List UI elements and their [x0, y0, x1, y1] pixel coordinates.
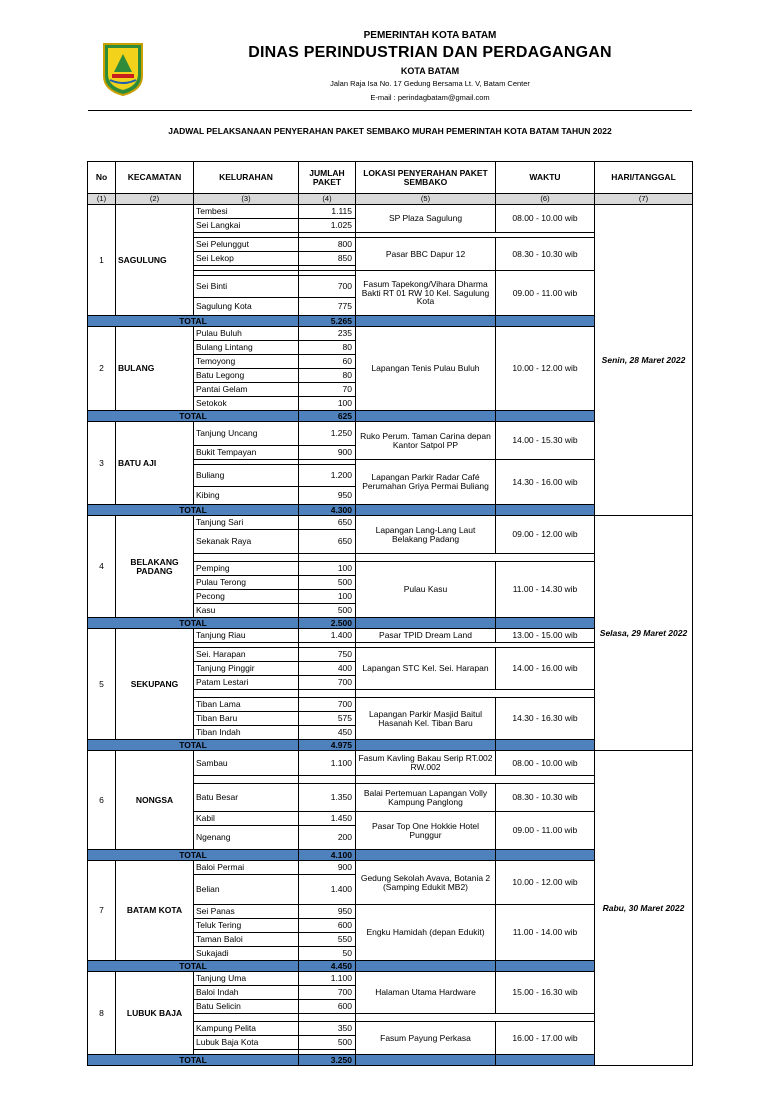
kelurahan-name: Sei Panas	[194, 905, 299, 919]
total-label: TOTAL	[88, 1055, 299, 1066]
column-number: (1)	[88, 194, 116, 205]
kecamatan-name: SAGULUNG	[116, 205, 194, 316]
jumlah-paket: 1.115	[299, 205, 356, 219]
waktu: 08.00 - 10.00 wib	[496, 751, 595, 776]
waktu: 13.00 - 15.00 wib	[496, 629, 595, 643]
total-label: TOTAL	[88, 740, 299, 751]
kelurahan-name: Pulau Buluh	[194, 327, 299, 341]
jumlah-paket: 575	[299, 712, 356, 726]
total-fill	[356, 740, 496, 751]
lokasi-penyerahan: Pulau Kasu	[356, 562, 496, 618]
jumlah-paket: 400	[299, 662, 356, 676]
kelurahan-spacer	[194, 1014, 299, 1022]
kecamatan-name: SEKUPANG	[116, 629, 194, 740]
waktu: 14.00 - 16.00 wib	[496, 648, 595, 690]
kelurahan-name: Sukajadi	[194, 947, 299, 961]
lokasi-penyerahan: Fasum Tapekong/Vihara Dharma Bakti RT 01 RW 10 Kel. Sagulung Kota	[356, 271, 496, 316]
kecamatan-name: BELAKANG PADANG	[116, 516, 194, 618]
kelurahan-name: Sekanak Raya	[194, 530, 299, 554]
lokasi-penyerahan: Gedung Sekolah Avava, Botania 2 (Samping Edukit MB2)	[356, 861, 496, 905]
total-fill	[356, 411, 496, 422]
kelurahan-name: Buliang	[194, 465, 299, 487]
lokasi-penyerahan: Halaman Utama Hardware	[356, 972, 496, 1014]
waktu: 08.30 - 10.30 wib	[496, 784, 595, 812]
kelurahan-name: Sei Pelunggut	[194, 238, 299, 252]
jumlah-paket: 100	[299, 397, 356, 411]
waktu: 14.00 - 15.30 wib	[496, 422, 595, 460]
kelurahan-name: Baloi Indah	[194, 986, 299, 1000]
jumlah-paket: 650	[299, 530, 356, 554]
hari-tanggal: Selasa, 29 Maret 2022	[595, 516, 693, 751]
jumlah-paket: 60	[299, 355, 356, 369]
waktu: 16.00 - 17.00 wib	[496, 1022, 595, 1055]
total-value: 4.975	[299, 740, 356, 751]
kelurahan-name: Tanjung Pinggir	[194, 662, 299, 676]
jumlah-paket: 950	[299, 487, 356, 505]
waktu: 10.00 - 12.00 wib	[496, 327, 595, 411]
lokasi-penyerahan: Lapangan Lang-Lang Laut Belakang Padang	[356, 516, 496, 554]
column-number: (3)	[194, 194, 299, 205]
kelurahan-name: Sambau	[194, 751, 299, 776]
kecamatan-name: BULANG	[116, 327, 194, 411]
lokasi-penyerahan: Ruko Perum. Taman Carina depan Kantor Satpol PP	[356, 422, 496, 460]
kelurahan-name: Setokok	[194, 397, 299, 411]
table-row	[88, 516, 693, 530]
row-number: 2	[88, 327, 116, 411]
total-fill	[496, 316, 595, 327]
agency-name: DINAS PERINDUSTRIAN DAN PERDAGANGAN	[248, 44, 612, 61]
column-number: (6)	[496, 194, 595, 205]
total-value: 4.450	[299, 961, 356, 972]
jumlah-paket: 1.350	[299, 784, 356, 812]
jumlah-paket: 700	[299, 698, 356, 712]
jumlah-paket: 500	[299, 576, 356, 590]
lokasi-penyerahan: Lapangan Tenis Pulau Buluh	[356, 327, 496, 411]
lokasi-penyerahan: Fasum Payung Perkasa	[356, 1022, 496, 1055]
row-number: 4	[88, 516, 116, 618]
lokasi-penyerahan: Lapangan STC Kel. Sei. Harapan	[356, 648, 496, 690]
city-name: KOTA BATAM	[400, 66, 460, 76]
lokasi-penyerahan: Lapangan Parkir Masjid Baitul Hasanah Kel. Tiban Baru	[356, 698, 496, 740]
document-title: JADWAL PELAKSANAAN PENYERAHAN PAKET SEMBAKO MURAH PEMERINTAH KOTA BATAM TAHUN 2022	[168, 126, 612, 136]
jumlah-paket: 1.450	[299, 812, 356, 826]
kecamatan-name: BATAM KOTA	[116, 861, 194, 961]
jumlah-paket: 235	[299, 327, 356, 341]
jumlah-paket: 650	[299, 516, 356, 530]
jumlah-paket: 800	[299, 238, 356, 252]
waktu: 15.00 - 16.30 wib	[496, 972, 595, 1014]
kecamatan-name: NONGSA	[116, 751, 194, 850]
kelurahan-name: Bukit Tempayan	[194, 446, 299, 460]
kelurahan-name: Batu Selicin	[194, 1000, 299, 1014]
letterhead-divider	[88, 110, 692, 111]
row-number: 6	[88, 751, 116, 850]
row-number: 7	[88, 861, 116, 961]
table-row	[88, 205, 693, 219]
jumlah-paket: 900	[299, 446, 356, 460]
kelurahan-name: Sei Langkai	[194, 219, 299, 233]
jumlah-paket: 900	[299, 861, 356, 875]
jumlah-paket: 600	[299, 919, 356, 933]
kelurahan-name: Tiban Indah	[194, 726, 299, 740]
jumlah-paket: 350	[299, 1022, 356, 1036]
kelurahan-name: Batu Legong	[194, 369, 299, 383]
total-fill	[356, 618, 496, 629]
jumlah-paket: 700	[299, 676, 356, 690]
total-value: 2.500	[299, 618, 356, 629]
waktu: 09.00 - 11.00 wib	[496, 271, 595, 316]
jumlah-spacer	[299, 776, 356, 784]
jumlah-paket: 500	[299, 1036, 356, 1050]
kelurahan-name: Tanjung Sari	[194, 516, 299, 530]
total-fill	[496, 740, 595, 751]
lokasi-penyerahan: Fasum Kavling Bakau Serip RT.002 RW.002	[356, 751, 496, 776]
jumlah-paket: 550	[299, 933, 356, 947]
total-fill	[496, 618, 595, 629]
jumlah-paket: 750	[299, 648, 356, 662]
total-fill	[496, 961, 595, 972]
total-label: TOTAL	[88, 316, 299, 327]
kelurahan-name: Pemping	[194, 562, 299, 576]
waktu: 14.30 - 16.00 wib	[496, 460, 595, 505]
address-line: Jalan Raja Isa No. 17 Gedung Bersama Lt. V, Batam Center	[330, 79, 530, 88]
kelurahan-name: Temoyong	[194, 355, 299, 369]
hari-tanggal: Senin, 28 Maret 2022	[595, 205, 693, 516]
jumlah-paket: 100	[299, 590, 356, 604]
table-row	[88, 751, 693, 776]
total-fill	[496, 850, 595, 861]
kelurahan-name: Kabil	[194, 812, 299, 826]
lokasi-penyerahan: Lapangan Parkir Radar Café Perumahan Griya Permai Buliang	[356, 460, 496, 505]
kelurahan-name: Bulang Lintang	[194, 341, 299, 355]
kelurahan-name: Sei Lekop	[194, 252, 299, 266]
jumlah-spacer	[299, 690, 356, 698]
total-label: TOTAL	[88, 411, 299, 422]
jumlah-paket: 50	[299, 947, 356, 961]
letterhead	[0, 0, 780, 110]
waktu: 09.00 - 11.00 wib	[496, 812, 595, 850]
government-name: PEMERINTAH KOTA BATAM	[363, 30, 497, 41]
column-header: KECAMATAN	[116, 162, 194, 194]
column-number: (7)	[595, 194, 693, 205]
total-label: TOTAL	[88, 505, 299, 516]
total-fill	[496, 505, 595, 516]
lokasi-penyerahan: Pasar Top One Hokkie Hotel Punggur	[356, 812, 496, 850]
total-label: TOTAL	[88, 961, 299, 972]
jumlah-paket: 700	[299, 276, 356, 298]
waktu: 08.00 - 10.00 wib	[496, 205, 595, 233]
kelurahan-name: Kasu	[194, 604, 299, 618]
jumlah-paket: 70	[299, 383, 356, 397]
total-value: 5.265	[299, 316, 356, 327]
kelurahan-name: Lubuk Baja Kota	[194, 1036, 299, 1050]
total-value: 4.100	[299, 850, 356, 861]
kelurahan-spacer	[194, 776, 299, 784]
waktu: 14.30 - 16.30 wib	[496, 698, 595, 740]
row-number: 1	[88, 205, 116, 316]
waktu: 11.00 - 14.30 wib	[496, 562, 595, 618]
jumlah-paket: 500	[299, 604, 356, 618]
kelurahan-name: Kampung Pelita	[194, 1022, 299, 1036]
total-value: 625	[299, 411, 356, 422]
column-header: JUMLAH PAKET	[299, 162, 356, 194]
kelurahan-name: Baloi Permai	[194, 861, 299, 875]
email-line: E-mail : perindagbatam@gmail.com	[370, 93, 490, 102]
kelurahan-name: Sei. Harapan	[194, 648, 299, 662]
lokasi-penyerahan: SP Plaza Sagulung	[356, 205, 496, 233]
lokasi-penyerahan: Pasar BBC Dapur 12	[356, 238, 496, 271]
kelurahan-name: Belian	[194, 875, 299, 905]
column-header: HARI/TANGGAL	[595, 162, 693, 194]
jumlah-paket: 450	[299, 726, 356, 740]
jumlah-paket: 775	[299, 298, 356, 316]
column-header: No	[88, 162, 116, 194]
column-header: WAKTU	[496, 162, 595, 194]
row-number: 3	[88, 422, 116, 505]
lokasi-penyerahan: Engku Hamidah (depan Edukit)	[356, 905, 496, 961]
kelurahan-name: Tiban Baru	[194, 712, 299, 726]
kelurahan-name: Sagulung Kota	[194, 298, 299, 316]
kelurahan-spacer	[194, 554, 299, 562]
waktu: 09.00 - 12.00 wib	[496, 516, 595, 554]
total-fill	[356, 850, 496, 861]
kelurahan-name: Tembesi	[194, 205, 299, 219]
column-number: (2)	[116, 194, 194, 205]
column-header: KELURAHAN	[194, 162, 299, 194]
lokasi-penyerahan: Balai Pertemuan Lapangan Volly Kampung Panglong	[356, 784, 496, 812]
column-number: (4)	[299, 194, 356, 205]
total-fill	[356, 1055, 496, 1066]
total-value: 3.250	[299, 1055, 356, 1066]
kelurahan-name: Kibing	[194, 487, 299, 505]
waktu: 08.30 - 10.30 wib	[496, 238, 595, 271]
total-fill	[356, 961, 496, 972]
column-number: (5)	[356, 194, 496, 205]
kecamatan-name: BATU AJI	[116, 422, 194, 505]
waktu: 11.00 - 14.00 wib	[496, 905, 595, 961]
kelurahan-name: Ngenang	[194, 826, 299, 850]
jumlah-paket: 600	[299, 1000, 356, 1014]
jumlah-paket: 80	[299, 369, 356, 383]
hari-tanggal: Rabu, 30 Maret 2022	[595, 751, 693, 1066]
kelurahan-name: Patam Lestari	[194, 676, 299, 690]
kelurahan-name: Tanjung Uma	[194, 972, 299, 986]
kelurahan-name: Pantai Gelam	[194, 383, 299, 397]
jumlah-paket: 700	[299, 986, 356, 1000]
jumlah-paket: 80	[299, 341, 356, 355]
jumlah-paket: 1.200	[299, 465, 356, 487]
jumlah-paket: 1.025	[299, 219, 356, 233]
row-number: 5	[88, 629, 116, 740]
kelurahan-name: Tanjung Riau	[194, 629, 299, 643]
total-fill	[496, 411, 595, 422]
kelurahan-name: Pecong	[194, 590, 299, 604]
jumlah-paket: 200	[299, 826, 356, 850]
kelurahan-name: Pulau Terong	[194, 576, 299, 590]
lokasi-penyerahan: Pasar TPID Dream Land	[356, 629, 496, 643]
kelurahan-name: Tanjung Uncang	[194, 422, 299, 446]
jumlah-paket: 1.100	[299, 972, 356, 986]
total-label: TOTAL	[88, 850, 299, 861]
jumlah-spacer	[299, 1014, 356, 1022]
waktu: 10.00 - 12.00 wib	[496, 861, 595, 905]
jumlah-spacer	[299, 554, 356, 562]
total-fill	[356, 316, 496, 327]
jumlah-paket: 1.100	[299, 751, 356, 776]
kelurahan-spacer	[194, 690, 299, 698]
column-header: LOKASI PENYERAHAN PAKET SEMBAKO	[356, 162, 496, 194]
total-fill	[356, 505, 496, 516]
jumlah-paket: 1.400	[299, 629, 356, 643]
jumlah-paket: 100	[299, 562, 356, 576]
kelurahan-name: Tiban Lama	[194, 698, 299, 712]
jumlah-paket: 950	[299, 905, 356, 919]
total-value: 4.300	[299, 505, 356, 516]
kelurahan-name: Taman Baloi	[194, 933, 299, 947]
jumlah-paket: 1.400	[299, 875, 356, 905]
total-label: TOTAL	[88, 618, 299, 629]
total-fill	[496, 1055, 595, 1066]
schedule-table	[87, 161, 693, 1066]
kecamatan-name: LUBUK BAJA	[116, 972, 194, 1055]
row-number: 8	[88, 972, 116, 1055]
jumlah-paket: 1.250	[299, 422, 356, 446]
kelurahan-name: Teluk Tering	[194, 919, 299, 933]
kelurahan-name: Batu Besar	[194, 784, 299, 812]
kelurahan-name: Sei Binti	[194, 276, 299, 298]
jumlah-paket: 850	[299, 252, 356, 266]
